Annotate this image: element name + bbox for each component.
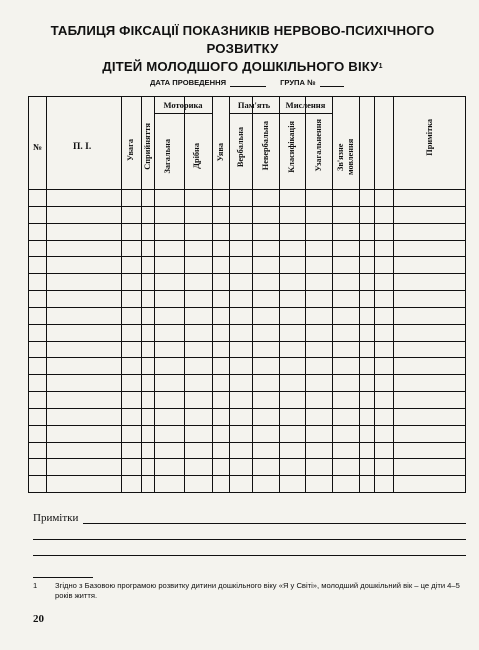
col-header-thinking-class: Класифікація <box>287 121 296 173</box>
table-row-line <box>29 290 465 291</box>
footnote-rule <box>33 577 93 578</box>
col-header-thinking-general: Узагальнення <box>314 119 323 172</box>
table-row-line <box>29 256 465 257</box>
group-underline-motor <box>154 113 212 114</box>
col-header-motor-fine: Дрібна <box>192 143 201 169</box>
col-header-memory-verbal: Вербальна <box>236 127 245 168</box>
footnote-number: 1 <box>33 581 38 590</box>
col-divider <box>154 97 155 492</box>
table-row-line <box>29 458 465 459</box>
col-header-perception: Сприйняття <box>143 123 152 170</box>
title-footnote-mark: 1 <box>378 63 383 70</box>
page-number: 20 <box>33 613 44 625</box>
table-row-line <box>29 357 465 358</box>
col-divider <box>141 97 142 492</box>
col-divider <box>359 97 360 492</box>
date-label: ДАТА ПРОВЕДЕННЯ <box>150 78 227 87</box>
group-blank[interactable] <box>320 78 344 87</box>
notes-label: Примітки <box>33 512 79 524</box>
col-header-motor-general: Загальна <box>163 139 172 174</box>
col-divider <box>305 97 306 492</box>
col-divider <box>393 97 394 492</box>
col-divider <box>279 97 280 492</box>
notes-line[interactable] <box>83 523 466 524</box>
group-label: ГРУПА № <box>280 78 316 87</box>
table-row-line <box>29 425 465 426</box>
col-header-imagination: Уява <box>216 143 225 162</box>
col-divider <box>229 97 230 492</box>
col-divider <box>121 97 122 492</box>
group-underline-memory <box>229 113 279 114</box>
footnote-text: Згідно з Базовою програмою розвитку дитини дошкільного віку «Я у Світі», молодший дошкільний вік – це діти 4–5 років життя. <box>55 581 460 600</box>
col-divider <box>252 97 253 492</box>
group-header-memory: Пам'ять <box>237 100 271 110</box>
date-blank[interactable] <box>230 78 266 87</box>
table-row-line <box>29 408 465 409</box>
table-row-line <box>29 341 465 342</box>
table-row-line <box>29 442 465 443</box>
assessment-table <box>28 96 466 493</box>
table-row-line <box>29 206 465 207</box>
group-header-thinking: Мислення <box>285 100 326 110</box>
col-divider <box>212 97 213 492</box>
table-row-line <box>29 307 465 308</box>
col-header-memory-nonverbal: Невербальна <box>261 121 270 171</box>
notes-line[interactable] <box>33 555 466 556</box>
table-row-line <box>29 223 465 224</box>
col-divider <box>374 97 375 492</box>
table-row-line <box>29 475 465 476</box>
title-line-1: ТАБЛИЦЯ ФІКСАЦІЇ ПОКАЗНИКІВ НЕРВОВО-ПСИХІЧНОГО РОЗВИТКУ <box>50 23 435 56</box>
col-header-attention: Увага <box>126 139 135 161</box>
table-row-line <box>29 391 465 392</box>
title-line-2 <box>20 58 465 76</box>
page-title <box>20 22 465 76</box>
table-row-line <box>29 273 465 274</box>
col-divider <box>46 97 47 492</box>
header-bottom-line <box>29 189 465 190</box>
group-underline-thinking <box>279 113 332 114</box>
col-divider <box>332 97 333 492</box>
col-header-speech: Зв'язне мовлення <box>336 138 355 176</box>
notes-line[interactable] <box>33 539 466 540</box>
title-line-2-text: ДІТЕЙ МОЛОДШОГО ДОШКІЛЬНОГО ВІКУ <box>102 59 379 74</box>
table-row-line <box>29 374 465 375</box>
col-header-number: № <box>33 142 43 152</box>
table-row-line <box>29 240 465 241</box>
col-header-name: П. І. <box>73 142 92 152</box>
col-header-notes: Примітка <box>425 119 434 156</box>
table-row-line <box>29 324 465 325</box>
group-header-motor: Моторика <box>163 100 203 110</box>
col-divider <box>184 97 185 492</box>
form-meta <box>150 78 344 87</box>
